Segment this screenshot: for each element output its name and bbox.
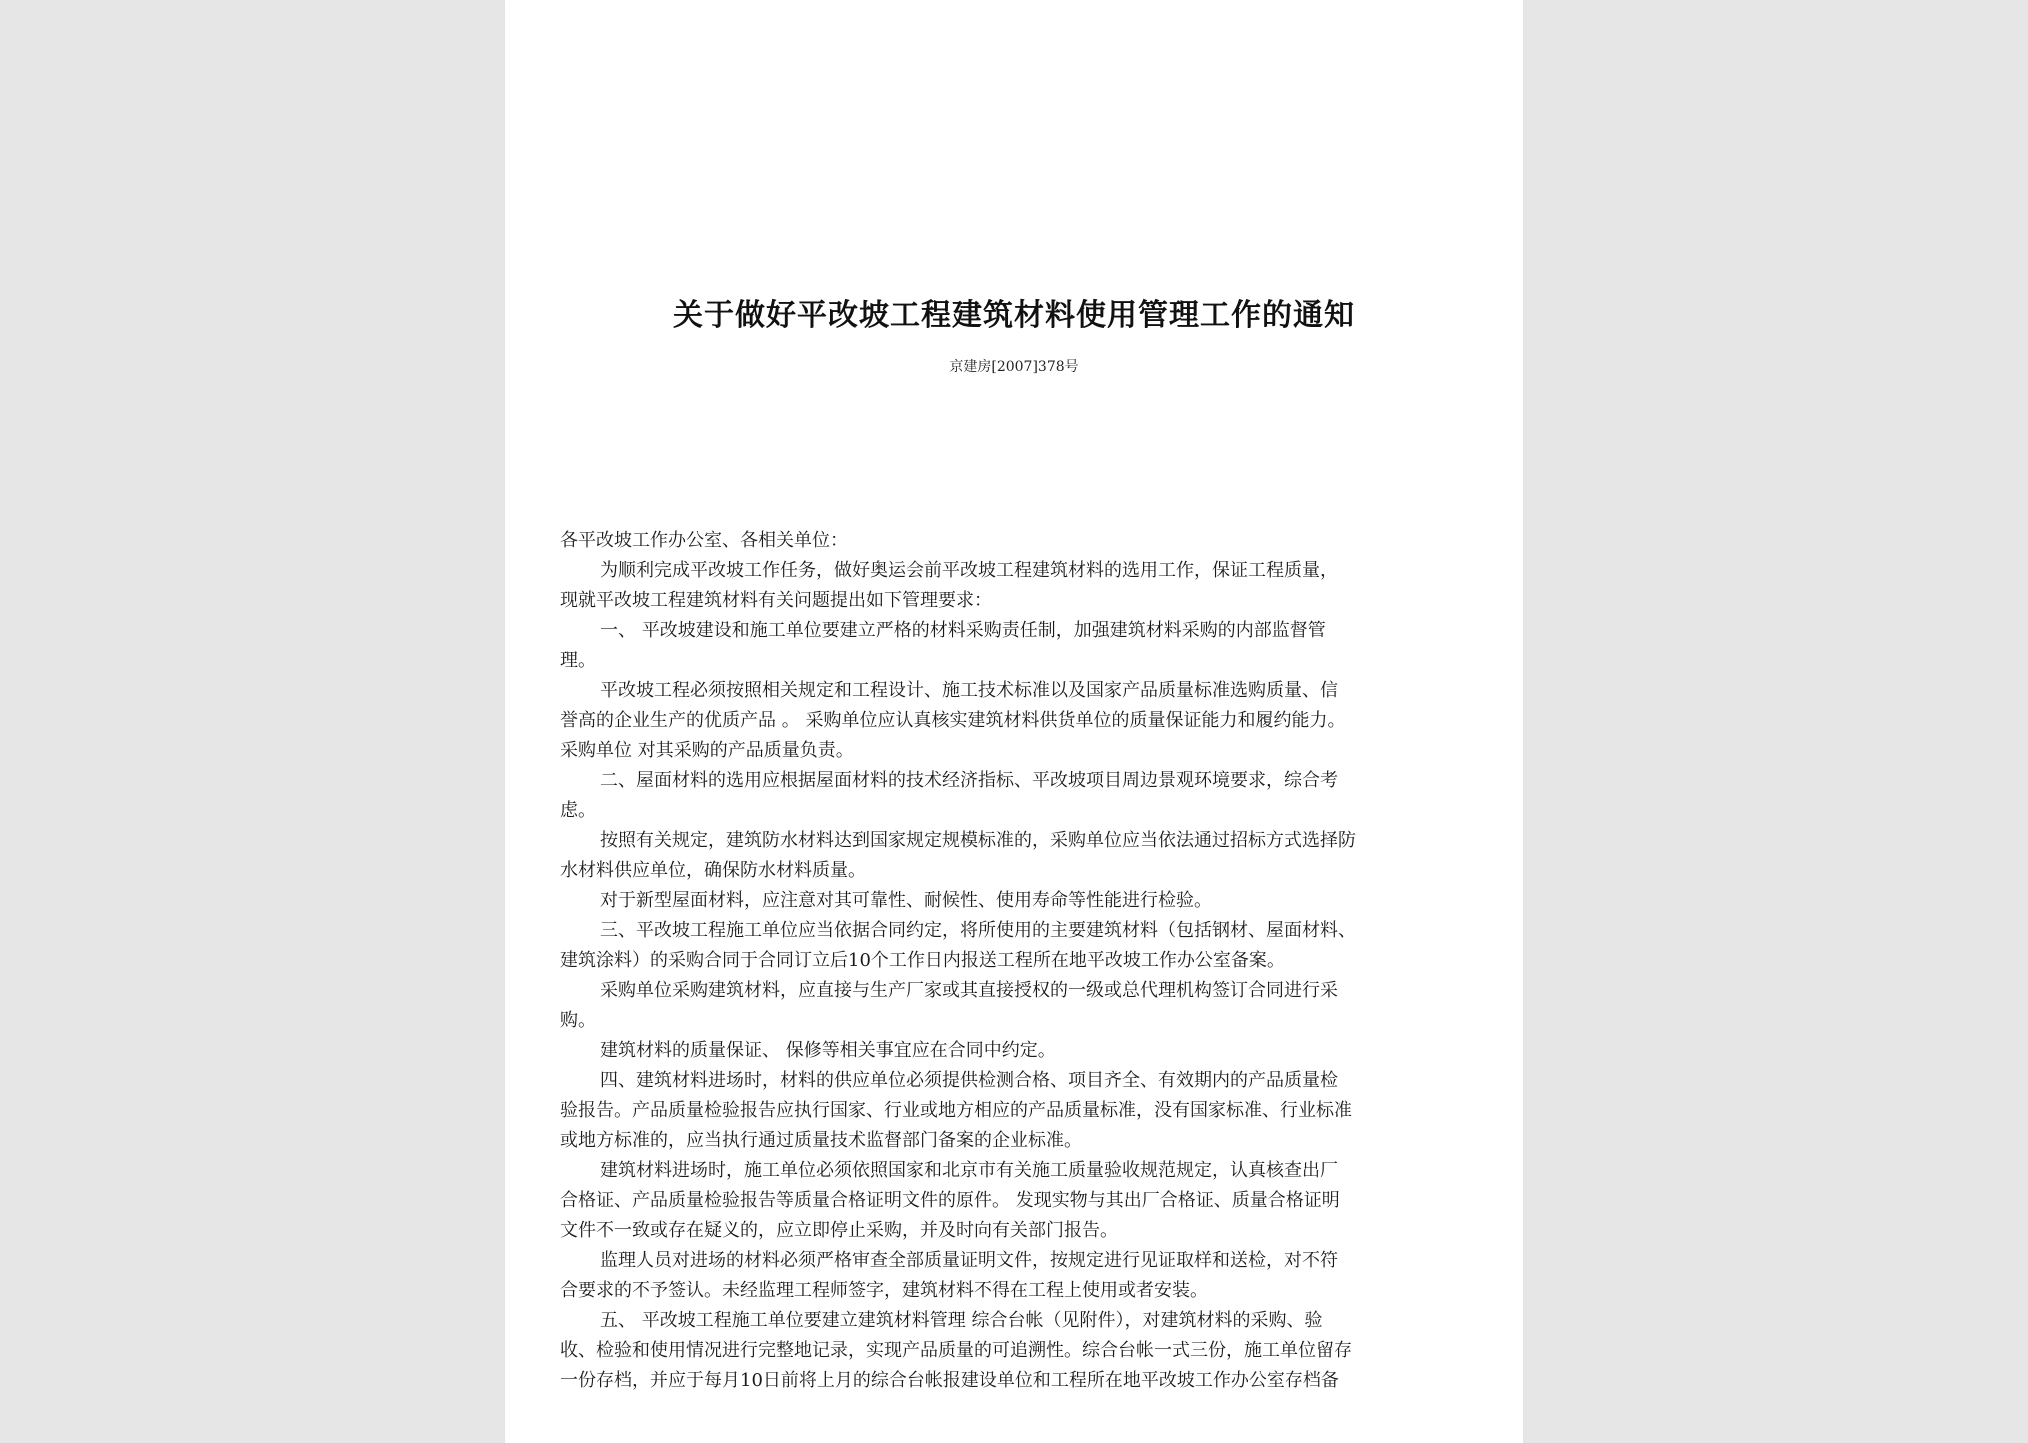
document-page (505, 0, 1523, 1443)
document-title: 关于做好平改坡工程建筑材料使用管理工作的通知 (673, 298, 1355, 333)
document-number: 京建房[2007]378号 (949, 359, 1079, 375)
paragraph-line: 合格证、产品质量检验报告等质量合格证明文件的原件。 发现实物与其出厂合格证、质量合格证明 (560, 1190, 1340, 1211)
paragraph-line: 收、检验和使用情况进行完整地记录，实现产品质量的可追溯性。综合台帐一式三份，施工单位留存 (560, 1340, 1352, 1361)
paragraph (560, 916, 1473, 976)
paragraph-line: 购。 (560, 1010, 596, 1031)
paragraph-line: 采购单位采购建筑材料，应直接与生产厂家或其直接授权的一级或总代理机构签订合同进行采 (600, 980, 1338, 1001)
paragraph-line: 三、平改坡工程施工单位应当依据合同约定，将所使用的主要建筑材料（包括钢材、屋面材料、 (600, 920, 1356, 941)
paragraph (560, 1066, 1473, 1156)
paragraph (560, 1306, 1473, 1396)
paragraph-line: 按照有关规定，建筑防水材料达到国家规定规模标准的，采购单位应当依法通过招标方式选择防 (600, 830, 1356, 851)
paragraph-line: 或地方标准的，应当执行通过质量技术监督部门备案的企业标准。 (560, 1130, 1082, 1151)
paragraph (560, 976, 1473, 1036)
paragraph-line: 验报告。产品质量检验报告应执行国家、行业或地方相应的产品质量标准，没有国家标准、行业标准 (560, 1100, 1352, 1121)
paragraph-line: 建筑材料进场时，施工单位必须依照国家和北京市有关施工质量验收规范规定，认真核查出厂 (600, 1160, 1338, 1181)
salutation: 各平改坡工作办公室、各相关单位： (560, 530, 848, 551)
paragraph (560, 766, 1473, 826)
paragraph-line: 对于新型屋面材料，应注意对其可靠性、耐候性、使用寿命等性能进行检验。 (600, 890, 1212, 911)
paragraph-line: 五、 平改坡工程施工单位要建立建筑材料管理 综合台帐（见附件），对建筑材料的采购、验 (600, 1310, 1323, 1331)
paragraph (560, 556, 1473, 616)
paragraph (560, 1156, 1473, 1246)
paragraph-line: 采购单位 对其采购的产品质量负责。 (560, 740, 854, 761)
paragraph-line: 平改坡工程必须按照相关规定和工程设计、施工技术标准以及国家产品质量标准选购质量、信 (600, 680, 1338, 701)
paragraph (560, 1246, 1473, 1306)
document-body (560, 526, 1473, 1396)
paragraph (560, 676, 1473, 766)
paragraph (560, 826, 1473, 886)
paragraph-line: 合要求的不予签认。未经监理工程师签字，建筑材料不得在工程上使用或者安装。 (560, 1280, 1208, 1301)
paragraph-line: 建筑材料的质量保证、 保修等相关事宜应在合同中约定。 (600, 1040, 1056, 1061)
paragraph-line: 监理人员对进场的材料必须严格审查全部质量证明文件，按规定进行见证取样和送检，对不符 (600, 1250, 1338, 1271)
paragraph-line: 水材料供应单位，确保防水材料质量。 (560, 860, 866, 881)
paragraph-line: 文件不一致或存在疑义的，应立即停止采购，并及时向有关部门报告。 (560, 1220, 1118, 1241)
paragraph-line: 誉高的企业生产的优质产品 。 采购单位应认真核实建筑材料供货单位的质量保证能力和履约能力。 (560, 710, 1346, 731)
paragraph-line: 为顺利完成平改坡工作任务，做好奥运会前平改坡工程建筑材料的选用工作，保证工程质量， (600, 560, 1338, 581)
paragraph-line: 建筑涂料）的采购合同于合同订立后10个工作日内报送工程所在地平改坡工作办公室备案。 (560, 950, 1285, 971)
paragraph (560, 616, 1473, 676)
paragraph-line: 一份存档，并应于每月10日前将上月的综合台帐报建设单位和工程所在地平改坡工作办公室存档备 (560, 1370, 1339, 1391)
paragraph (560, 1036, 1473, 1066)
paragraph-line: 一、 平改坡建设和施工单位要建立严格的材料采购责任制，加强建筑材料采购的内部监督管 (600, 620, 1326, 641)
paragraph (560, 886, 1473, 916)
paragraph-line: 二、屋面材料的选用应根据屋面材料的技术经济指标、平改坡项目周边景观环境要求，综合考 (600, 770, 1338, 791)
paragraph-line: 理。 (560, 650, 596, 671)
paragraph-line: 现就平改坡工程建筑材料有关问题提出如下管理要求： (560, 590, 992, 611)
paragraph-line: 虑。 (560, 800, 596, 821)
paragraph-line: 四、建筑材料进场时，材料的供应单位必须提供检测合格、项目齐全、有效期内的产品质量检 (600, 1070, 1338, 1091)
